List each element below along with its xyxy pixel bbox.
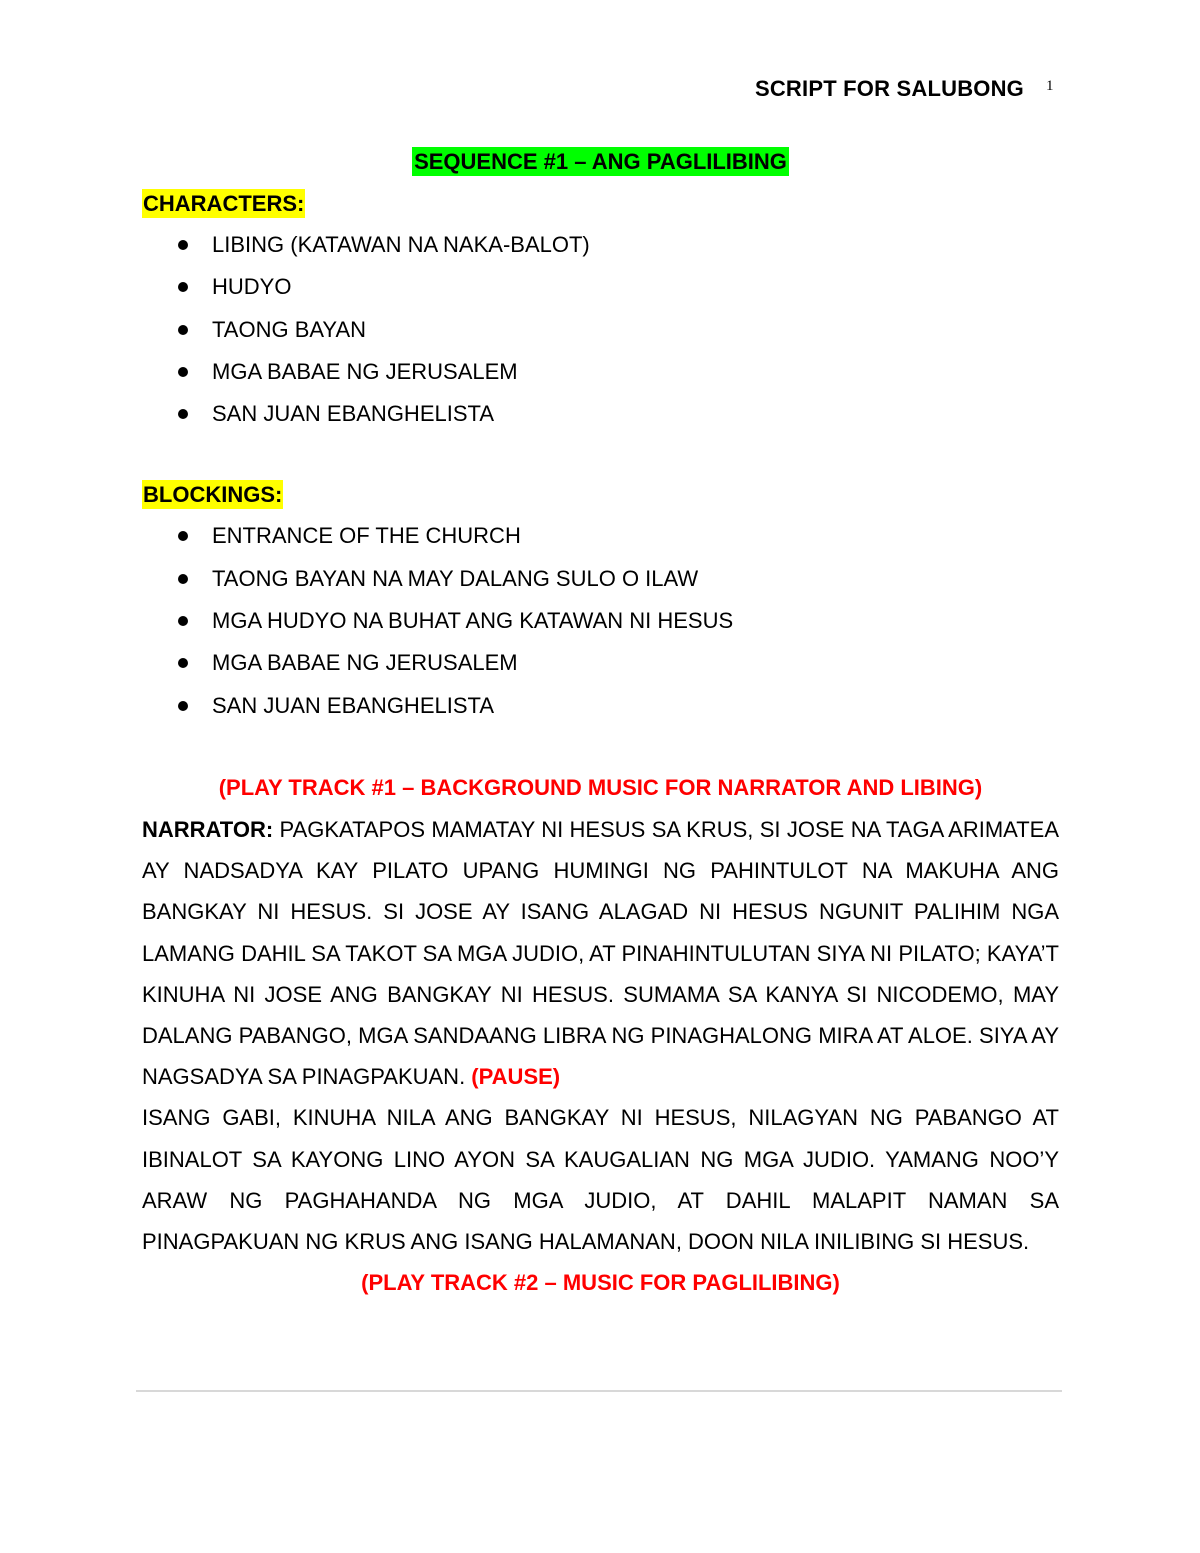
sequence-title xyxy=(142,144,1059,180)
list-item: HUDYO xyxy=(142,266,1059,308)
bullet-icon xyxy=(178,367,188,377)
bullet-icon xyxy=(178,658,188,668)
bullet-icon xyxy=(178,282,188,292)
list-item: SAN JUAN EBANGHELISTA xyxy=(142,393,1059,435)
page-bottom-divider xyxy=(136,1390,1062,1392)
page-header-title: SCRIPT FOR SALUBONG xyxy=(754,76,1024,101)
bullet-icon xyxy=(178,240,188,250)
blockings-heading-text: BLOCKINGS: xyxy=(143,482,283,508)
document-body xyxy=(142,144,1059,1304)
characters-heading xyxy=(142,184,1059,224)
section-spacer xyxy=(142,727,1059,767)
bullet-icon xyxy=(178,616,188,626)
section-spacer xyxy=(142,435,1059,475)
list-item: SAN JUAN EBANGHELISTA xyxy=(142,685,1059,727)
list-item: ENTRANCE OF THE CHURCH xyxy=(142,515,1059,557)
characters-list xyxy=(142,224,1059,435)
bullet-icon xyxy=(178,531,188,541)
bullet-icon xyxy=(178,325,188,335)
page-number: 1 xyxy=(1046,78,1054,94)
narration-paragraph-1 xyxy=(142,809,1059,1097)
characters-heading-text: CHARACTERS: xyxy=(143,191,305,216)
bullet-icon xyxy=(178,574,188,584)
speaker-label: NARRATOR: xyxy=(142,816,274,842)
list-item: MGA BABAE NG JERUSALEM xyxy=(142,351,1059,393)
blockings-heading xyxy=(142,475,1059,515)
blockings-list xyxy=(142,515,1059,726)
bullet-icon xyxy=(178,701,188,711)
list-item: LIBING (KATAWAN NA NAKA-BALOT) xyxy=(142,224,1059,266)
music-cue-1: (PLAY TRACK #1 – BACKGROUND MUSIC FOR NARRATOR AND LIBING) xyxy=(218,774,983,800)
sequence-title-text: SEQUENCE #1 – ANG PAGLILIBING xyxy=(414,149,787,174)
list-item: TAONG BAYAN NA MAY DALANG SULO O ILAW xyxy=(142,558,1059,600)
bullet-icon xyxy=(178,409,188,419)
list-item: MGA HUDYO NA BUHAT ANG KATAWAN NI HESUS xyxy=(142,600,1059,642)
pause-cue: (PAUSE) xyxy=(471,1064,561,1090)
narration-text-1: PAGKATAPOS MAMATAY NI HESUS SA KRUS, SI JOSE NA TAGA ARIMATEA AY NADSADYA KAY PILATO UPANG HUMINGI NG PAHINTULOT NA MAKUHA ANG BANGKAY NI HESUS. SI JOSE AY ISANG ALAGAD NI HESUS NGUNIT PALIHIM NGA LAMANG DAHIL SA TAKOT SA MGA JUDIO, AT PINAHINTULUTAN SIYA NI PILATO; KAYA’T KINUHA NI JOSE ANG BANGKAY NI HESUS. SUMAMA SA KANYA SI NICODEMO, MAY DALANG PABANGO, MGA SANDAANG LIBRA NG PINAGHALONG MIRA AT ALOE. SIYA AY NAGSADYA SA PINAGPAKUAN. xyxy=(142,816,1059,1090)
list-item: MGA BABAE NG JERUSALEM xyxy=(142,642,1059,684)
list-item: TAONG BAYAN xyxy=(142,309,1059,351)
music-cue-2: (PLAY TRACK #2 – MUSIC FOR PAGLILIBING) xyxy=(361,1270,840,1296)
narration-paragraph-2: ISANG GABI, KINUHA NILA ANG BANGKAY NI HESUS, NILAGYAN NG PABANGO AT IBINALOT SA KAYONG LINO AYON SA KAUGALIAN NG MGA JUDIO. YAMANG NOO’Y ARAW NG PAGHAHANDA NG MGA JUDIO, AT DAHIL MALAPIT NAMAN SA PINAGPAKUAN NG KRUS ANG ISANG HALAMANAN, DOON NILA INILIBING SI HESUS. xyxy=(142,1105,1059,1254)
